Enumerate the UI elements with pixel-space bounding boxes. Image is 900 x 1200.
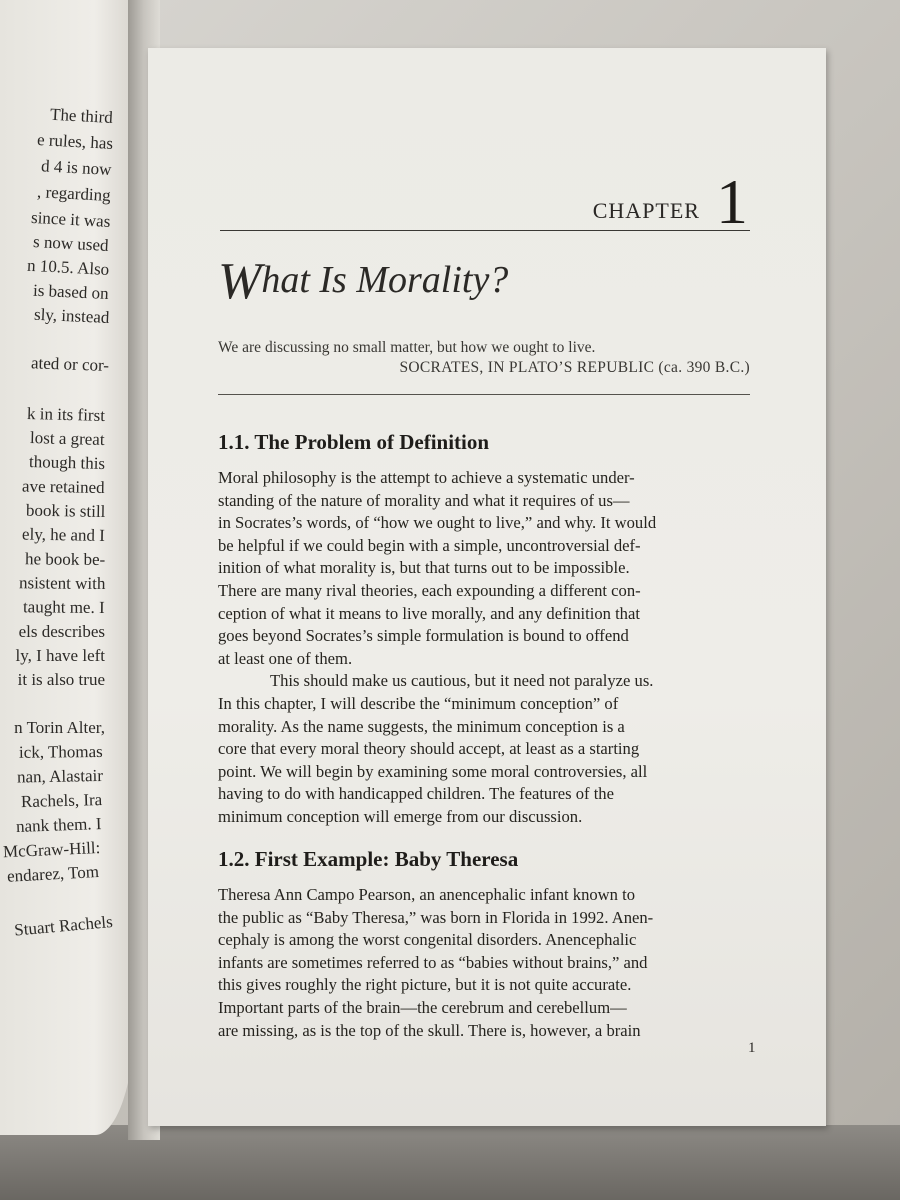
- paragraph-line: Important parts of the brain—the cerebrum and cerebellum—: [218, 997, 627, 1017]
- left-line: The third: [49, 104, 114, 127]
- chapter-title-initial: W: [218, 253, 262, 310]
- left-line: s now used: [33, 232, 110, 255]
- left-line: sly, instead: [33, 304, 110, 327]
- left-line: book is still: [25, 500, 106, 521]
- chapter-title: [218, 252, 778, 311]
- left-line: ated or cor-: [30, 353, 110, 375]
- left-line: McGraw-Hill:: [2, 838, 101, 862]
- paragraph-line: are missing, as is the top of the skull. There is, however, a brain: [218, 1020, 641, 1040]
- paragraph-line: at least one of them.: [218, 648, 353, 668]
- left-line: , regarding: [36, 182, 112, 205]
- paragraph-line: having to do with handicapped children. The features of the: [218, 784, 614, 804]
- paragraph-line: Theresa Ann Campo Pearson, an anencephalic infant known to: [218, 885, 636, 904]
- paragraph-line: goes beyond Socrates’s simple formulation is bound to offend: [218, 626, 629, 646]
- page-number: 1: [748, 1040, 756, 1056]
- epigraph-source: SOCRATES, IN PLATO’S REPUBLIC (ca. 390 B.C.): [399, 359, 750, 376]
- left-line: e rules, has: [36, 130, 114, 153]
- left-line: ave retained: [22, 476, 106, 497]
- left-line: Stuart Rachels: [13, 912, 114, 940]
- paragraph: [218, 884, 756, 1042]
- left-line: it is also true: [17, 670, 105, 689]
- epigraph: [218, 338, 750, 378]
- paragraph-line: Moral philosophy is the attempt to achieve a systematic under-: [218, 468, 635, 487]
- left-line: n 10.5. Also: [26, 255, 110, 279]
- paragraph-line: core that every moral theory should accept, at least as a starting: [218, 739, 640, 759]
- paragraph-line: minimum conception will emerge from our discussion.: [218, 806, 583, 826]
- left-page: [0, 0, 135, 1135]
- chapter-label: CHAPTER: [592, 198, 700, 223]
- paragraph-line: inition of what morality is, but that turns out to be impossible.: [218, 558, 630, 578]
- left-line: k in its first: [26, 403, 106, 425]
- left-line: nsistent with: [18, 573, 106, 593]
- paragraph-line: this gives roughly the right picture, but it is not quite accurate.: [218, 975, 632, 995]
- left-line: though this: [28, 452, 106, 473]
- left-line: n Torin Alter,: [14, 718, 105, 737]
- paragraph-line: ception of what it means to live morally, and any definition that: [218, 603, 640, 623]
- left-line: Rachels, Ira: [20, 790, 103, 812]
- left-line: d 4 is now: [40, 156, 112, 179]
- left-line: nank them. I: [15, 814, 102, 836]
- left-line: lost a great: [30, 428, 106, 449]
- left-line: ly, I have left: [15, 646, 105, 665]
- paragraph: [218, 467, 756, 829]
- epigraph-divider: [218, 394, 750, 395]
- left-line: endarez, Tom: [6, 862, 100, 886]
- left-line: els describes: [18, 622, 105, 641]
- paragraph-line: There are many rival theories, each expounding a different con-: [218, 580, 641, 600]
- left-line: he book be-: [24, 549, 106, 569]
- paragraph-line: in Socrates’s words, of “how we ought to live,” and why. It would: [218, 513, 657, 533]
- left-page-text: [0, 0, 135, 1135]
- paragraph-line: In this chapter, I will describe the “minimum conception” of: [218, 693, 619, 713]
- paragraph-line: cephaly is among the worst congenital disorders. Anencephalic: [218, 930, 637, 950]
- left-line: ely, he and I: [21, 524, 106, 545]
- paragraph-line: be helpful if we could begin with a simple, uncontroversial def-: [218, 535, 641, 555]
- paragraph-line: infants are sometimes referred to as “babies without brains,” and: [218, 952, 648, 972]
- paragraph-line: standing of the nature of morality and what it requires of us—: [218, 490, 630, 510]
- left-line: ick, Thomas: [19, 742, 104, 762]
- left-line: is based on: [33, 280, 110, 303]
- paragraph-line: This should make us cautious, but it need not paralyze us.: [270, 671, 654, 691]
- paragraph-line: point. We will begin by examining some moral controversies, all: [218, 761, 648, 781]
- epigraph-quote: We are discussing no small matter, but how we ought to live.: [218, 339, 596, 356]
- section-heading: 1.2. First Example: Baby Theresa: [218, 847, 519, 871]
- left-line: since it was: [30, 207, 111, 231]
- chapter-title-rest: hat Is Morality?: [261, 259, 509, 301]
- left-line: taught me. I: [23, 597, 106, 617]
- paragraph-line: the public as “Baby Theresa,” was born in Florida in 1992. Anen-: [218, 907, 654, 927]
- chapter-number: 1: [716, 166, 748, 237]
- paragraph-line: morality. As the name suggests, the minimum conception is a: [218, 716, 625, 736]
- section-heading: 1.1. The Problem of Definition: [218, 430, 490, 454]
- left-line: nan, Alastair: [16, 766, 104, 787]
- chapter-header: [220, 150, 750, 237]
